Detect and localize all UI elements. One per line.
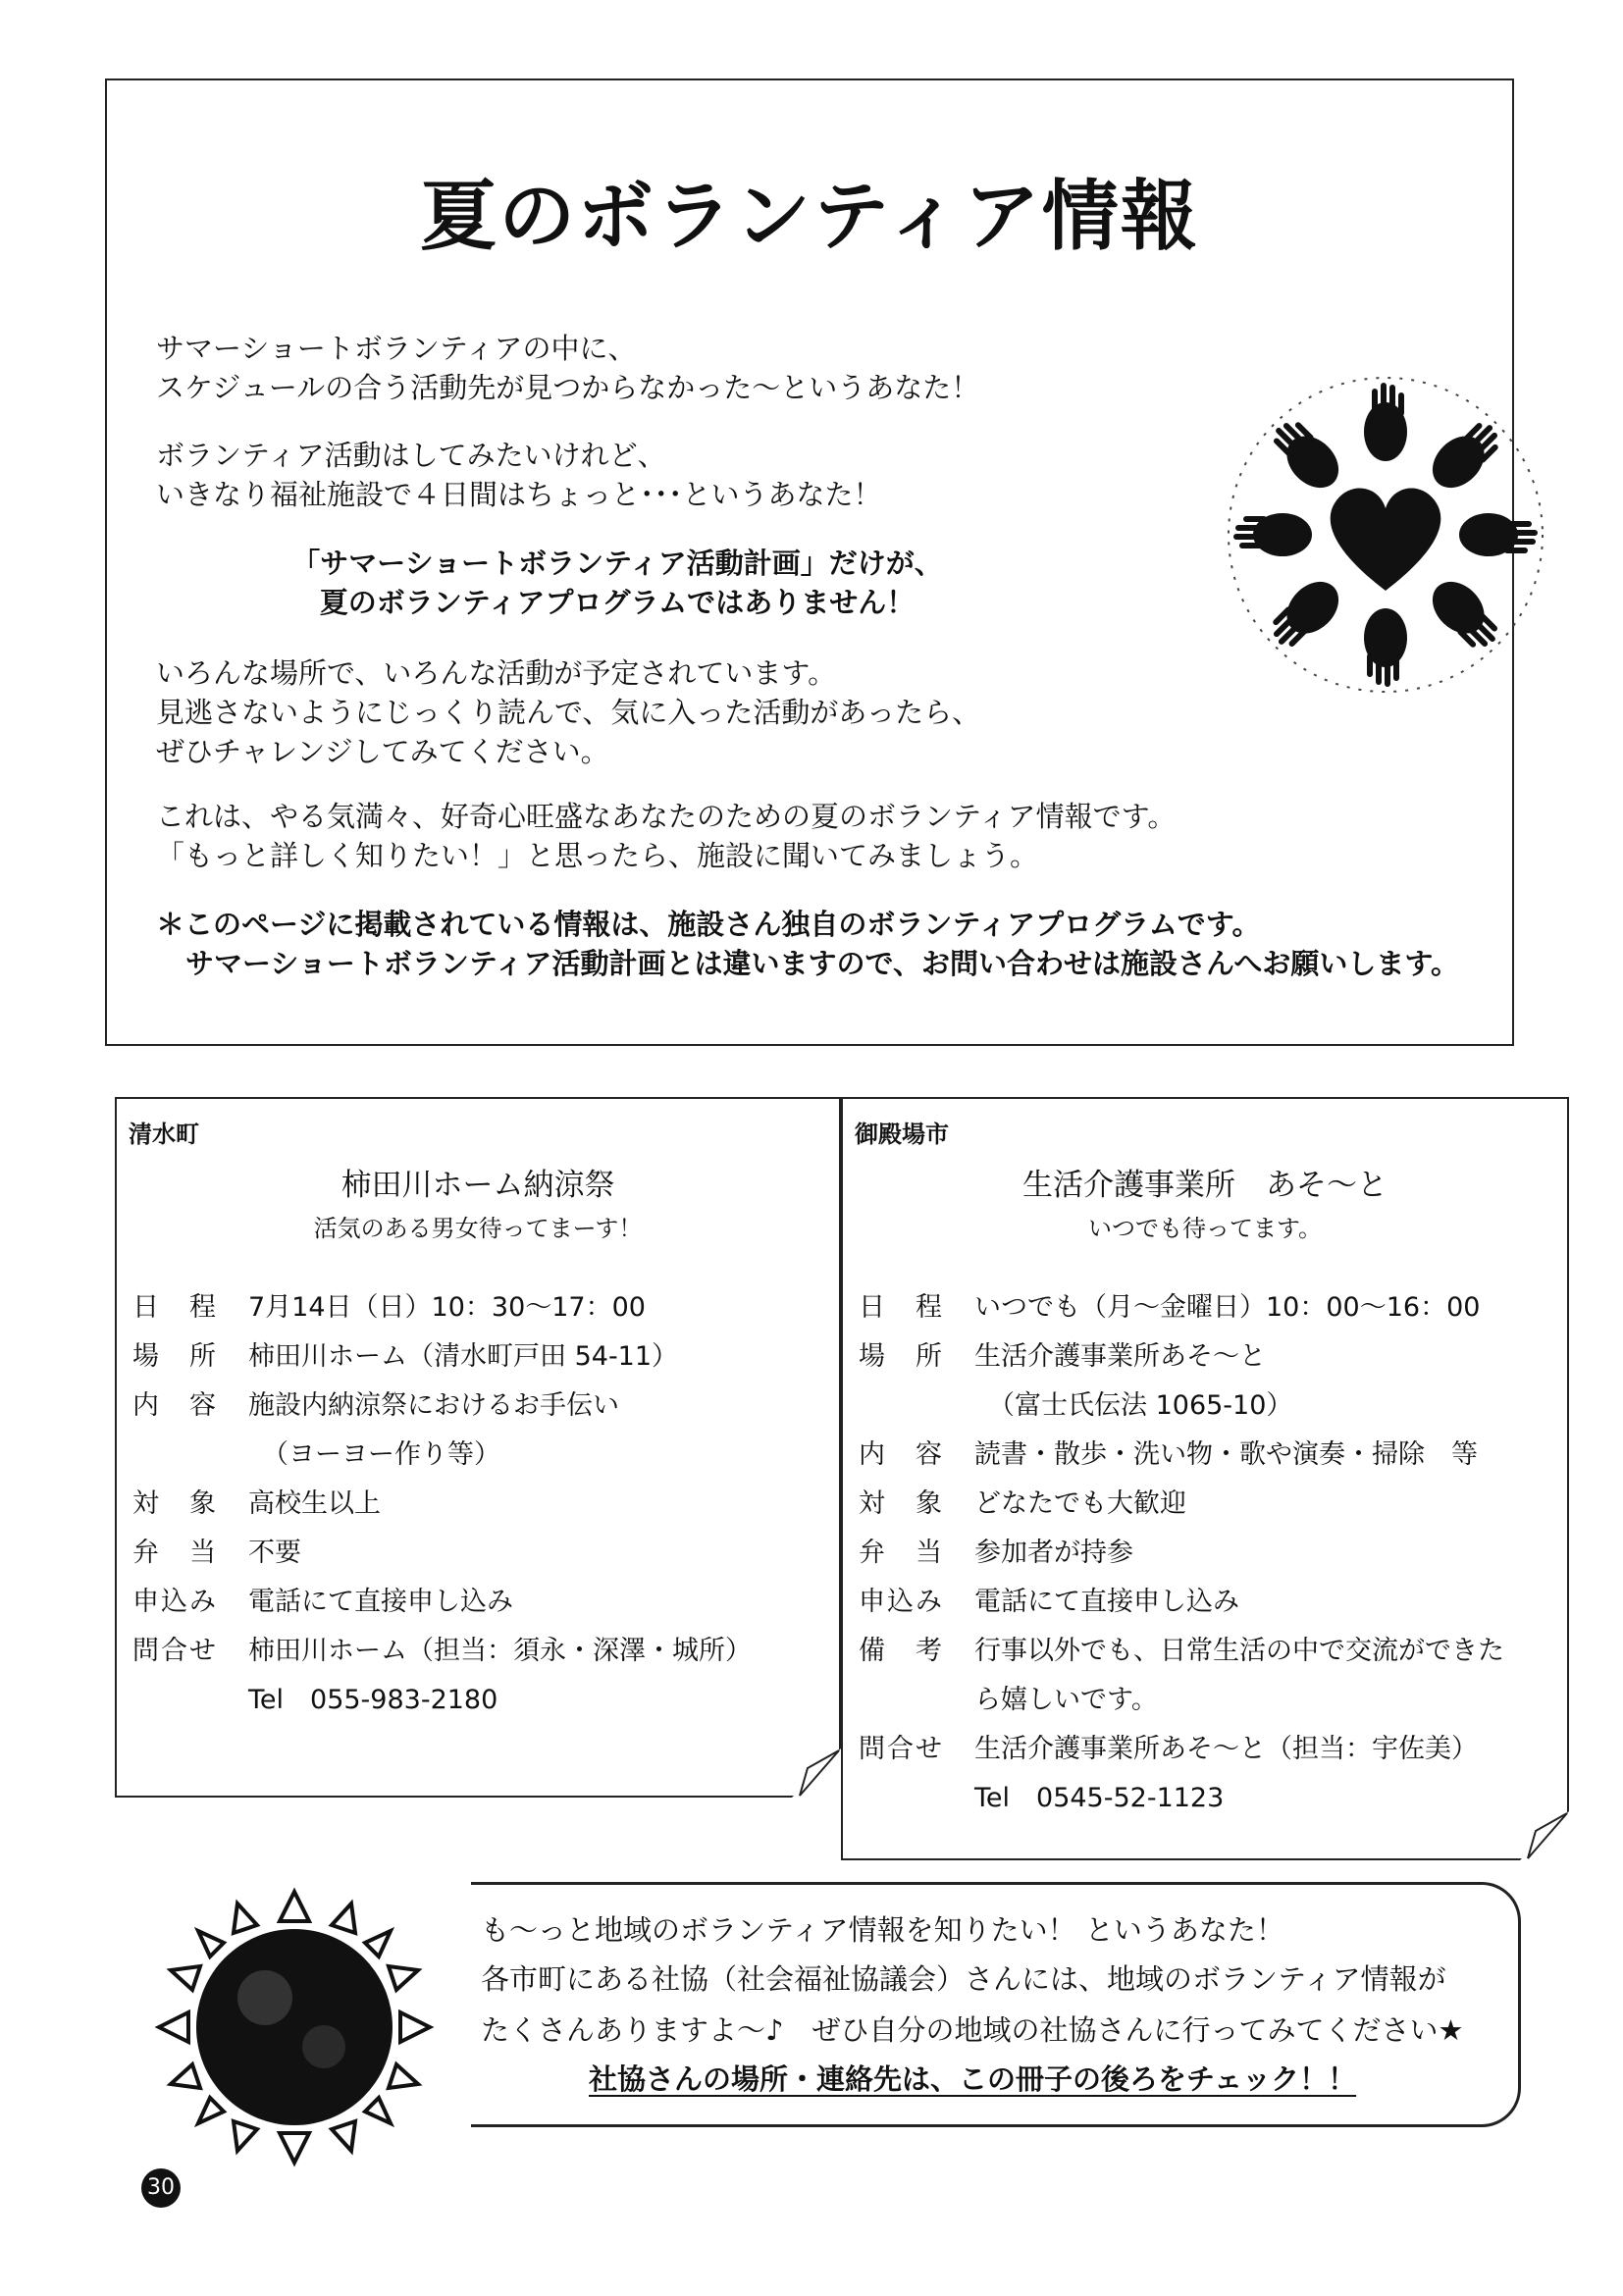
detail-value: 行事以外でも、日常生活の中で交流ができた (974, 1636, 1504, 1666)
detail-label: 問合せ (859, 1734, 944, 1764)
detail-row (132, 1529, 752, 1578)
detail-label (132, 1431, 248, 1480)
detail-label: 場 所 (859, 1341, 944, 1372)
detail-row (132, 1676, 752, 1725)
detail-value: 電話にて直接申し込み (248, 1587, 513, 1617)
detail-value: 生活介護事業所あそ～と (974, 1341, 1266, 1372)
detail-row (859, 1431, 1504, 1480)
intro-line: ボランティア活動はしてみたいけれど、 (156, 439, 666, 472)
detail-label (859, 1676, 974, 1725)
detail-label: 対 象 (132, 1488, 218, 1519)
event-card-gotemba (841, 1097, 1569, 1860)
detail-label: 場 所 (132, 1341, 218, 1372)
event-region: 御殿場市 (855, 1121, 949, 1148)
detail-row (132, 1332, 752, 1382)
intro-line: ぜひチャレンジしてみてください。 (156, 735, 609, 768)
event-region: 清水町 (129, 1121, 199, 1148)
detail-value: （富士氏伝法 1065-10） (988, 1390, 1293, 1421)
detail-row (859, 1725, 1504, 1774)
callout-emphasis-line: 社協さんの場所・連絡先は、この冊子の後ろをチェック！！ (589, 2062, 1357, 2096)
detail-value: どなたでも大歓迎 (974, 1488, 1186, 1519)
intro-paragraph-2 (156, 436, 882, 514)
detail-value: 読書・散歩・洗い物・歌や演奏・掃除 等 (974, 1439, 1478, 1470)
detail-label: 内 容 (132, 1390, 218, 1421)
detail-label: 備 考 (859, 1636, 944, 1666)
event-details (859, 1283, 1504, 1823)
detail-value: 参加者が持参 (974, 1538, 1133, 1568)
intro-paragraph-5 (156, 797, 1176, 875)
detail-label (859, 1382, 974, 1431)
callout-line: 各市町にある社協（社会福祉協議会）さんには、地域のボランティア情報が (481, 1962, 1446, 1996)
callout-line: たくさんありますよ～♪ ぜひ自分の地域の社協さんに行ってみてください★ (481, 2013, 1464, 2047)
sun-globe-icon (147, 1880, 442, 2174)
detail-label: 申込み (859, 1587, 944, 1617)
detail-value: 施設内納涼祭におけるお手伝い (248, 1390, 619, 1421)
intro-line: いきなり福祉施設で４日間はちょっと･･･というあなた！ (156, 478, 882, 511)
page-title: 夏のボランティア情報 (420, 173, 1199, 261)
event-title: 生活介護事業所 あそ～と (1022, 1168, 1387, 1203)
detail-value: 生活介護事業所あそ～と（担当：宇佐美） (974, 1734, 1478, 1764)
detail-row (132, 1627, 752, 1676)
event-card-shimizu (115, 1097, 841, 1798)
intro-emphasis (107, 544, 1127, 622)
intro-line: 見逃さないようにじっくり読んで、気に入った活動があったら、 (156, 696, 981, 729)
intro-line: これは、やる気満々、好奇心旺盛なあなたのための夏のボランティア情報です。 (156, 800, 1177, 833)
detail-row (859, 1529, 1504, 1578)
detail-row (859, 1480, 1504, 1529)
detail-row (132, 1578, 752, 1627)
intro-box (105, 78, 1514, 1046)
detail-value: 電話にて直接申し込み (974, 1587, 1239, 1617)
detail-row (132, 1480, 752, 1529)
detail-value: Tel 0545-52-1123 (974, 1783, 1225, 1813)
detail-row (132, 1382, 752, 1431)
detail-value: Tel 055-983-2180 (248, 1685, 498, 1715)
callout-box (471, 1882, 1521, 2127)
detail-label: 申込み (132, 1587, 218, 1617)
detail-value: 柿田川ホーム（担当：須永・深澤・城所） (248, 1636, 752, 1666)
detail-value: 7月14日（日）10：30～17：00 (248, 1292, 646, 1323)
detail-label: 日 程 (859, 1292, 944, 1323)
detail-row (132, 1283, 752, 1332)
detail-row (859, 1283, 1504, 1332)
intro-note (156, 905, 1459, 983)
intro-line: サマーショートボランティアの中に、 (156, 332, 637, 365)
intro-paragraph-4 (156, 653, 980, 771)
detail-label: 内 容 (859, 1439, 944, 1470)
intro-line: 「もっと詳しく知りたい！」と思ったら、施設に聞いてみましょう。 (156, 839, 1039, 872)
detail-value: （ヨーヨー作り等） (262, 1439, 500, 1470)
note-line: サマーショートボランティア活動計画とは違いますので、お問い合わせは施設さんへお願いします。 (185, 947, 1460, 980)
detail-value: 不要 (248, 1538, 301, 1568)
callout-line: も～っと地域のボランティア情報を知りたい！ というあなた！ (481, 1913, 1284, 1947)
intro-line: スケジュールの合う活動先が見つからなかった～というあなた！ (156, 371, 980, 404)
detail-row (859, 1382, 1504, 1431)
intro-line: いろんな場所で、いろんな活動が予定されています。 (156, 656, 837, 690)
intro-paragraph-1 (156, 329, 979, 407)
detail-row (859, 1627, 1504, 1676)
detail-row (859, 1774, 1504, 1823)
detail-value: いつでも（月～金曜日）10：00～16：00 (974, 1292, 1481, 1323)
note-line: ＊このページに掲載されている情報は、施設さん独自のボランティアプログラムです。 (156, 908, 1261, 941)
intro-line: 夏のボランティアプログラムではありません！ (319, 586, 916, 619)
intro-line: 「サマーショートボランティア活動計画」だけが、 (291, 547, 943, 580)
page-curl-icon (1520, 1811, 1569, 1860)
event-title: 柿田川ホーム納涼祭 (340, 1168, 615, 1203)
detail-row (859, 1578, 1504, 1627)
detail-label (859, 1774, 974, 1823)
event-details (132, 1283, 752, 1725)
detail-value: 柿田川ホーム（清水町戸田 54-11） (248, 1341, 679, 1372)
detail-value: 高校生以上 (248, 1488, 381, 1519)
detail-label: 弁 当 (132, 1538, 218, 1568)
detail-label: 弁 当 (859, 1538, 944, 1568)
detail-label (132, 1676, 248, 1725)
detail-row (132, 1431, 752, 1480)
detail-label: 対 象 (859, 1488, 944, 1519)
page-number: 30 (141, 2168, 181, 2208)
detail-row (859, 1332, 1504, 1382)
event-subtitle: 活気のある男女待ってまーす！ (313, 1215, 643, 1242)
event-subtitle: いつでも待ってます。 (1087, 1215, 1323, 1242)
detail-label: 日 程 (132, 1292, 218, 1323)
detail-value: ら嬉しいです。 (974, 1685, 1158, 1715)
detail-label: 問合せ (132, 1636, 218, 1666)
heart-hands-icon (1214, 363, 1557, 706)
detail-row (859, 1676, 1504, 1725)
page-curl-icon (792, 1748, 841, 1798)
